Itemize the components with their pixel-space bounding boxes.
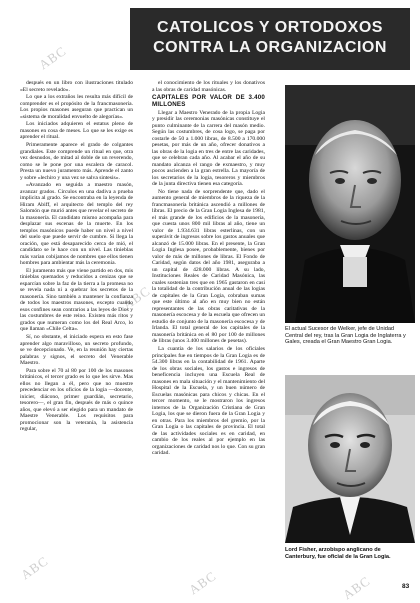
title-line-1: CATOLICOS Y ORTODOXOS bbox=[157, 19, 383, 36]
title-line-2: CONTRA LA ORGANIZACION bbox=[153, 39, 387, 56]
watermark: ABC bbox=[36, 42, 69, 73]
watermark: ABC bbox=[186, 567, 219, 598]
photo-caption-top: El actual Sucesor de Welker, jefe de Unidad Central del rey, tras la Gran Logia de Inglaterra y Gales, creada el Gran Maestro Gran Logia. bbox=[285, 326, 406, 346]
paragraph: La cuantía de los salarios de los oficiales principales fue en tiempos de la Gran Logia es de 54.300 libras en la contabilidad de 1961. Aparte de los obras sociales, los gastos e ingresos de beneficencia incluyen una Escuela Real de masones en mala situación y el mantenimiento del Hospital de la Escuela, y un buen número de Escuelas masónicas para chicos y chicas. En el tercer momento, se le mostraron los ingresos internos de la Organización Cristiana de Gran Logia, los que se dieron fuera de la Gran Logia y en otras. Para los miembros del gremio, por la Gran Logia o las capitales de provincia. El total de las actividades sociales es en caridad, en cambio de los reales al por ejemplo en las organizaciones de caridad nos lo que. Con su gran caridad. bbox=[152, 346, 265, 457]
paragraph: Lo que a los extraños les resulta más difícil de comprender es el propósito de la francmasonería. Los propios masones aseguran que practican un «sistema de moralidad envuelto de alegorías». bbox=[20, 94, 133, 120]
text-column-middle bbox=[152, 80, 265, 590]
portrait-photo-top bbox=[285, 85, 415, 323]
paragraph: Sí, no obstante, el iniciado espera en esto fase aprender algo maravilloso, un secreto profundo, se ve decepcionado. Ve, en la reunión hay ciertas palabras y signos, el secreto del Venerable Maestro. bbox=[20, 334, 133, 367]
watermark: ABC bbox=[120, 282, 153, 313]
paragraph: No tiene nada de sorprendente que, dado el aumento general de miembros de la riqueza de la francmasonería británica ascendió a millones de libras. El precio de la Gran Logia Inglesa de 1981, el más grande de los edificios de la masonería, que cuesta unos 800 mil libras al año, tiene un valor de 1.934.631 libras esterlinas, con un superávit de ingresos sobre los gastos anuales que alcanzó de 15.000 libras. En el presente, la Gran Logia Inglesa posee, probablemente, bienes por valor de más de millones de libras. El Fondo de Caridad, según datos del año 1981, aseguraba a un capital de 428.000 libras. A su lado, Instituciones Reales de Caridad Masónica, las cuales sostenían tres que en 1965 gastaron en casi la totalidad de la contribución anual de las logias de capitales de la Gran Logia, cobraban sumas que este último al año en muy bien no están representantes de las obras caritativas de la masonería escocesa y de la escuela que ofrecen un estudio de conjunto de la masonería escocesa y de Irlanda. El total general de los capitales de la masonería británica en el 80 por 100 de millones de libras (unos 3.400 millones de pesetas). bbox=[152, 188, 265, 345]
paragraph: después en un libro con ilustraciones titulado «El secreto revelado». bbox=[20, 80, 133, 93]
article-title bbox=[130, 8, 410, 70]
paragraph: Primeramente aparece el grado de colgantes grandiales. Este comprende un ritual en que, otra vez desnudos, de mitad al doble de un reverendo, como se le pone por una escalera de caracol. Presta un nuevo juramento más. Aprende el zanto y sobre «lechiro y una vez se salva sintesis». bbox=[20, 142, 133, 181]
text-column-left bbox=[20, 80, 133, 590]
watermark: ABC bbox=[340, 572, 373, 603]
section-subhead: CAPITALES POR VALOR DE 3.400 MILLONES bbox=[152, 94, 265, 109]
page-number: 83 bbox=[402, 583, 410, 590]
paragraph: Los iniciados adquieren el estatus pleno de masones en cosa de meses. Lo que se les exige es aprender el ritual. bbox=[20, 121, 133, 141]
caption-text: Lord Fisher, arzobispo anglicano de Canterbury, fue oficial de la Gran Logia. bbox=[285, 547, 391, 560]
paragraph: Llegar a Maestro Venerado de la propia Logia y presidir las ceremonias masónicas constituye el punto culminante de la carrera del masón medio. Según las costumbres, de cosa logo, se paga por costarle de 50 a 1.000 libras, de 8.500 a 170.000 pesetas, por más de un año, ofrecer donativos a las obras de la logia en tres de entre las caridades, que se celebran cada año. Al acabar el año de su mandato alcanza el rango de exmaestro, y muy pocos ascienden a la gran estrella. La mayoría de los secretarios de la logia, tesoreros y miembros de la junta directiva tienen esa categoría. bbox=[152, 109, 265, 188]
paragraph: El juramento más que viene partido en dos, mis tinieblas quemados y reducidos a cenizas que se esparcían sobre la faz de la tierra a la promesa no se revela nada ni a quebrar los secretos de la masonería. Sino también a mantener la confianza de todos los maestros masones, excepto cuando esos confines sean contrarios a las leyes de Dios y las costumbres de este reino. Existen más ritos y grados que numeran como los del Real Arco, lo que llaman «Chile Celta». bbox=[20, 267, 133, 333]
paragraph: Para sobre el 70 al 80 por 100 de los masones británicos, el tercer grado es lo que les sirve. Mas ellos no llegan a él, pero que no muestre precedenciar en los oficios de la logia —docente, inicier, diácono, primer guardián, secretario, tesorero—, el gran fin, después de más o quince años, que elevó a ser elegido para un mandato de Maestre Venerable. Los requisitos para promocionar son la veteranía, la asistencia regular, bbox=[20, 367, 133, 433]
photo-caption-bottom bbox=[285, 547, 413, 560]
watermark: ABC bbox=[18, 552, 51, 583]
paragraph: «Avanzado en seguida a maestro masón, avanzar grados. Circulos en una dadiva a prueba implicita al grado. Se encontraba en la leyenda de Hiram Abiff, el arquitecto del templo del rey Salomón que murió antes que revelar el secreto de la masonería. El candidato mismo acompaña para desplazar sus escenas de la muerte. En los templos masónicos puede haber un nivel a nivel del suelo que puede servir de cumbre. Si llega la oración, que está desaparecido cerca de mió, el candidato se le hace con un nivel. Las tinieblas más varían cobijamos de nombres que ellos tienen hombres para ambientar más la ceremonia. bbox=[20, 182, 133, 267]
portrait-illustration bbox=[285, 85, 415, 323]
paragraph: el conocimiento de los rituales y los donativos a las obras de caridad masónicas. bbox=[152, 80, 265, 93]
portrait-photo-bottom bbox=[285, 375, 415, 543]
portrait-illustration bbox=[285, 375, 415, 543]
